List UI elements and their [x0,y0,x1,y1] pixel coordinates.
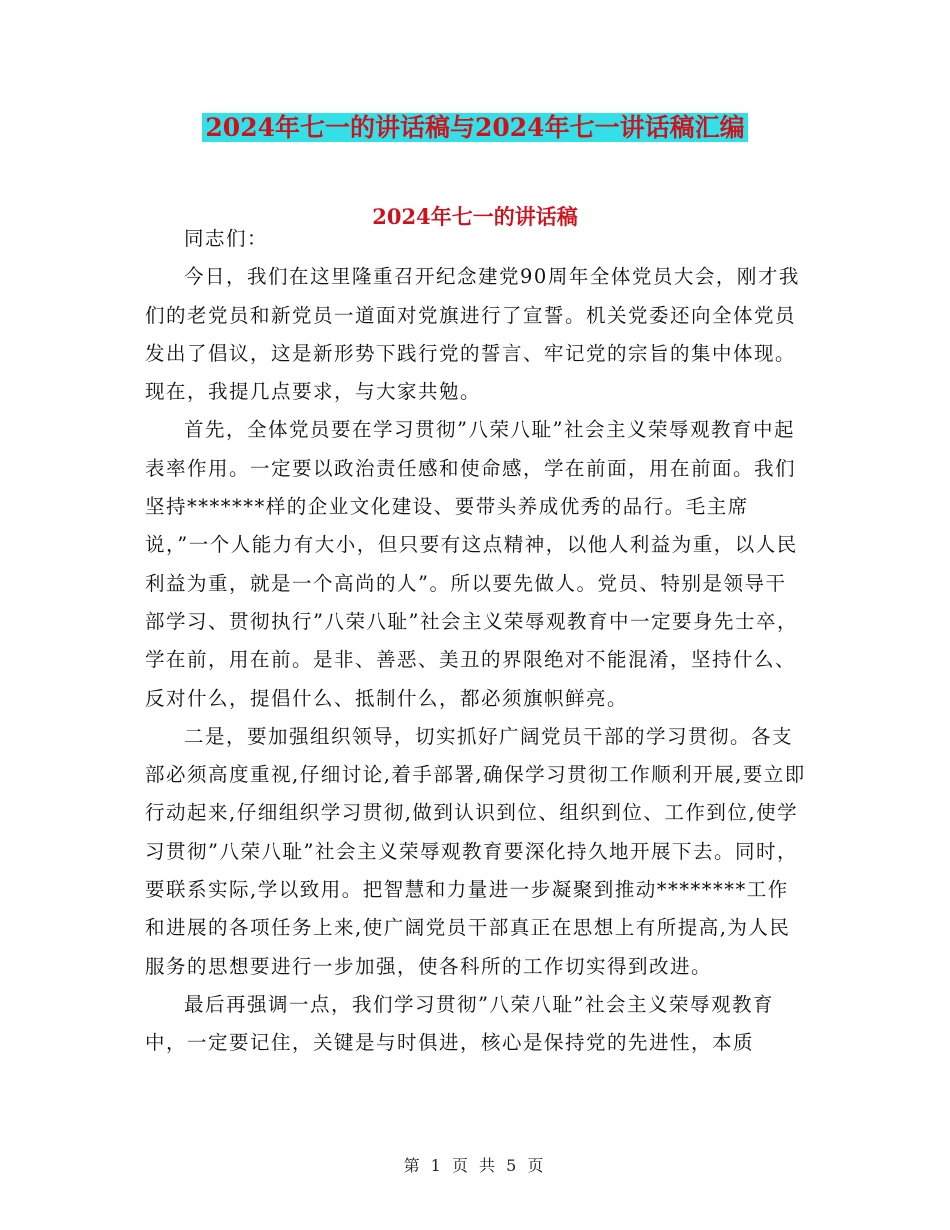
salutation-paragraph: 同志们： [184,227,269,250]
document-body [145,220,807,1063]
body-paragraph: 首先，全体党员要在学习贯彻”八荣八耻”社会主义荣辱观教育中起表率作用。一定要以政治责任感和使命感，学在前面，用在前面。我们坚持*******样的企业文化建设、要带头养成优秀的品行。毛主席说，”一个人能力有大小，但只要有这点精神，以他人利益为重，以人民利益为重，就是一个高尚的人”。所以要先做人。党员、特别是领导干部学习、贯彻执行”八荣八耻”社会主义荣辱观教育中一定要身先士卒，学在前，用在前。是非、善恶、美丑的界限绝对不能混淆，坚持什么、反对什么，提倡什么、抵制什么，都必须旗帜鲜亮。 [145,418,798,710]
title-highlight: 2024年七一的讲话稿与2024年七一讲话稿汇编 [202,113,747,142]
page-footer: 第 1 页 共 5 页 [403,1156,547,1175]
body-paragraph: 今日，我们在这里隆重召开纪念建党90周年全体党员大会，刚才我们的老党员和新党员一道面对党旗进行了宣誓。机关党委还向全体党员发出了倡议，这是新形势下践行党的誓言、牢记党的宗旨的集中体现。现在，我提几点要求，与大家共勉。 [145,265,800,404]
section-title: 2024年七一的讲话稿 [372,204,578,229]
body-paragraph: 最后再强调一点，我们学习贯彻”八荣八耻”社会主义荣辱观教育中，一定要记住，关键是与时俱进，核心是保持党的先进性，本质 [145,992,774,1055]
document-title [0,110,950,146]
body-paragraph: 二是，要加强组织领导，切实抓好广阔党员干部的学习贯彻。各支部必须高度重视,仔细讨论,着手部署,确保学习贯彻工作顺利开展,要立即行动起来,仔细组织学习贯彻,做到认识到位、组织到位、工作到位,使学习贯彻”八荣八耻”社会主义荣辱观教育要深化持久地开展下去。同时，要联系实际,学以致用。把智慧和力量进一步凝聚到推动********工作和进展的各项任务上来,使广阔党员干部真正在思想上有所提高,为人民服务的思想要进行一步加强，使各科所的工作切实得到改进。 [145,724,806,978]
